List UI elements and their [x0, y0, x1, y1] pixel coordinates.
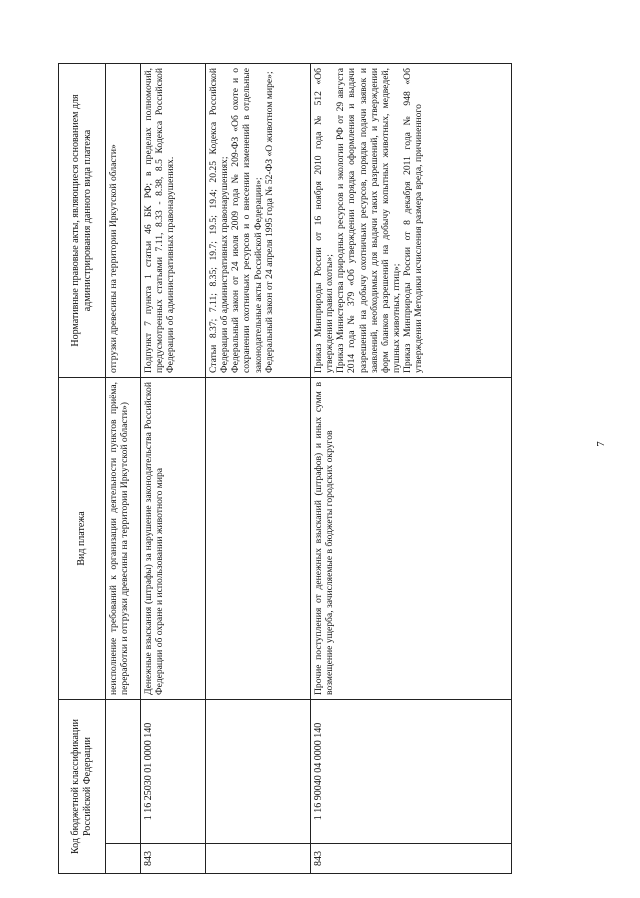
- code-cell: [106, 700, 141, 844]
- payment-kind-cell: [206, 378, 311, 700]
- payment-kind-cell: неисполнение требований к организации деятельности пунктов приёма, переработки и отгрузки древесины на территории Иркутской области»): [106, 378, 141, 700]
- code-cell: 1 16 25030 01 0000 140: [141, 700, 206, 844]
- legal-acts-cell: [141, 64, 206, 378]
- table-row: [106, 64, 141, 874]
- legal-act-paragraph: отгрузки древесины на территории Иркутской области»: [108, 144, 119, 373]
- table-row: [141, 64, 206, 874]
- legal-act-paragraph: Приказ Минприроды России от 8 декабря 2011 года № 948 «Об утверждении Методики исчисления размера вреда, причиненного: [402, 68, 425, 373]
- legal-act-paragraph: Приказ Минприроды России от 16 ноября 2010 года № 512 «Об утверждении правил охоты»;: [313, 68, 336, 373]
- legal-act-paragraph: Приказ Министерства природных ресурсов и экологии РФ от 29 августа 2014 года № 379 «Об утверждении порядка оформления и выдачи разрешений на добычу охотничьих ресурсов, порядка подачи заявок и заявлений, необходимых для выдачи таких разрешений, и утверждении форм бланков разрешений на добычу копытных животных, медведей, пушных животных, птиц»;: [335, 68, 402, 373]
- chapter-cell: [206, 844, 311, 874]
- legal-act-paragraph: Подпункт 7 пункта 1 статьи 46 БК РФ; в пределах полномочий, предусмотренных статьями 7.11, 8.33 - 8.38, 8.5 Кодекса Российской Федерации об административных правонарушениях.: [143, 68, 177, 373]
- budget-classification-table: [58, 63, 512, 874]
- header-budget-code: Код бюджетной классификации Российской Федерации: [59, 700, 106, 874]
- legal-act-paragraph: Федеральный закон от 24 апреля 1995 года № 52-ФЗ «О животном мире»;: [263, 71, 275, 373]
- legal-act-paragraph: Федеральный закон от 24 июля 2009 года № 209-ФЗ «Об охоте и о сохранении охотничьих ресурсов и о внесении изменений в отдельные законодательные акты Российской Федерации»;: [230, 68, 264, 373]
- legal-acts-cell: [206, 64, 311, 378]
- chapter-cell: 843: [311, 844, 512, 874]
- chapter-cell: [106, 844, 141, 874]
- table-row: [206, 64, 311, 874]
- page-number: 7: [595, 441, 607, 447]
- rotated-page: [58, 24, 638, 874]
- table-row: [311, 64, 512, 874]
- chapter-cell: 843: [141, 844, 206, 874]
- legal-acts-cell: [106, 64, 141, 378]
- header-payment-kind: Вид платежа: [59, 378, 106, 700]
- code-cell: 1 16 90040 04 0000 140: [311, 700, 512, 844]
- table-header-row: [59, 64, 106, 874]
- payment-kind-cell: Прочие поступления от денежных взысканий (штрафов) и иных сумм в возмещение ущерба, зачисляемые в бюджеты городских округов: [311, 378, 512, 700]
- header-legal-acts: Нормативные правовые акты, являющиеся основанием для администрирования данного вида платежа: [59, 64, 106, 378]
- legal-act-paragraph: Статьи 8.37; 7.11; 8.35; 19.7; 19.5; 19.4; 20.25 Кодекса Российской Федерации об административных правонарушениях;: [208, 68, 231, 373]
- code-cell: [206, 700, 311, 844]
- legal-acts-cell: [311, 64, 512, 378]
- payment-kind-cell: Денежные взыскания (штрафы) за нарушение законодательства Российской Федерации об охране и использовании животного мира: [141, 378, 206, 700]
